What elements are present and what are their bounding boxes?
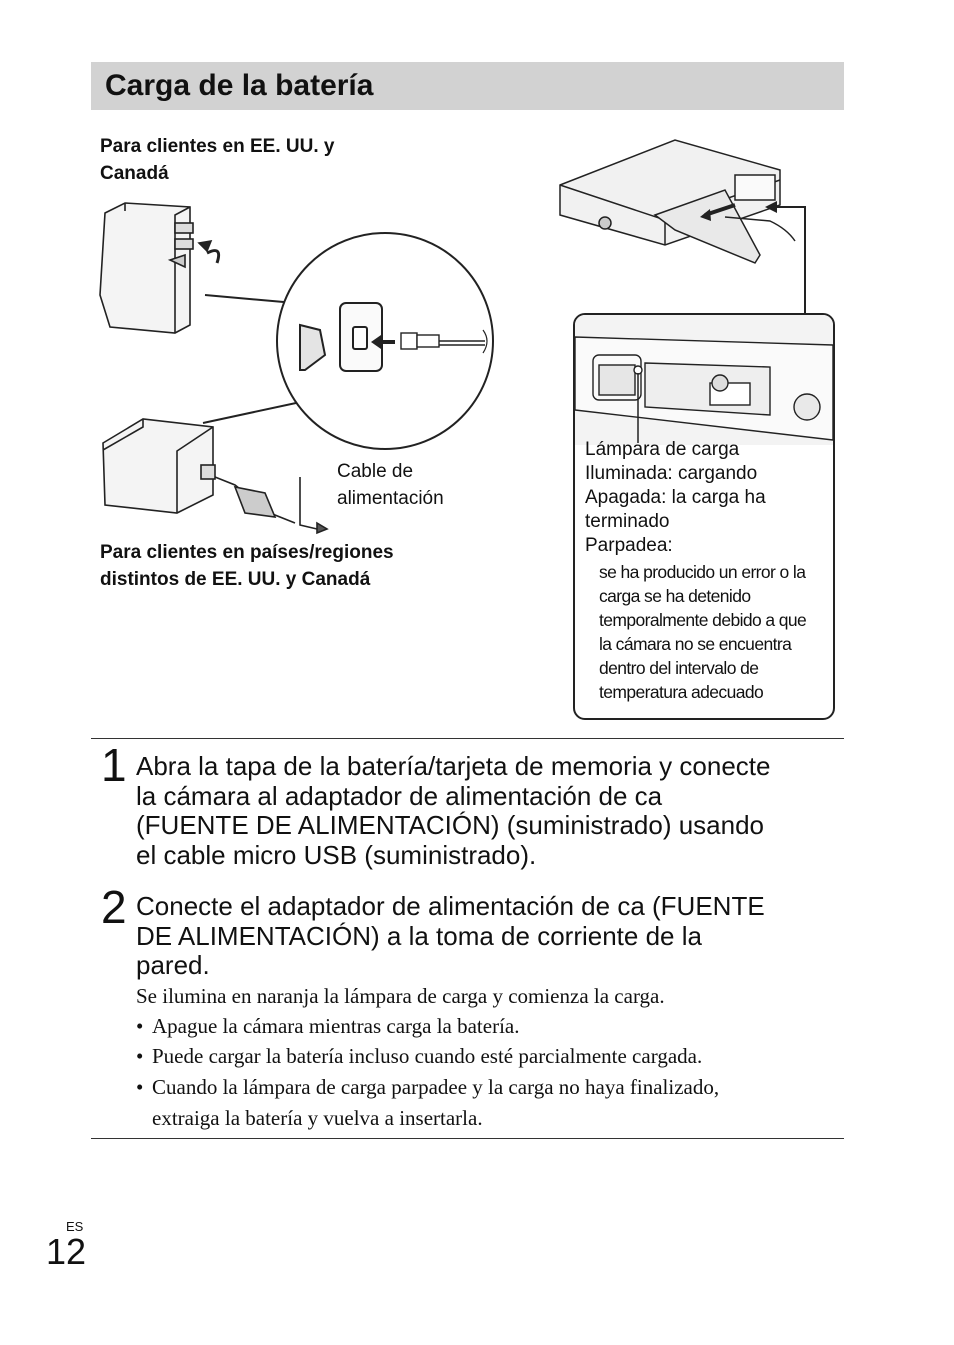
page-number: 12: [46, 1231, 87, 1272]
bullet-3-text: [152, 1072, 832, 1133]
caption-other-line-2: distintos de EE. UU. y Canadá: [100, 569, 371, 590]
other-adapter: [103, 419, 327, 533]
caption-other-line-1: Para clientes en países/regiones: [100, 542, 394, 563]
bullet-3-line-1: Cuando la lámpara de carga parpadee y la carga no haya finalizado,: [152, 1075, 720, 1099]
cable-label-line-1: Cable de: [337, 461, 414, 482]
step-2-line-3: pared.: [136, 950, 210, 980]
bullet-1-text: Apague la cámara mientras carga la batería.: [152, 1014, 520, 1038]
caption-us-canada: [100, 133, 334, 187]
divider-top: [91, 738, 844, 739]
caption-other-regions: [100, 539, 394, 593]
camera-illustration: [555, 135, 815, 315]
lamp-detail-line-5: dentro del intervalo de: [599, 658, 759, 678]
lamp-line-5: Parpadea:: [585, 535, 673, 556]
step-2-text: [136, 892, 841, 981]
bullet-3-line-2: extraiga la batería y vuelva a insertarla.: [152, 1105, 483, 1130]
step-2-line-2: DE ALIMENTACIÓN) a la toma de corriente de la: [136, 920, 702, 951]
section-title-bar: [91, 62, 844, 110]
cable-label-line-2: alimentación: [337, 488, 444, 509]
step-2-line-1: Conecte el adaptador de alimentación de ca (FUENTE: [136, 891, 765, 921]
usb-magnifier: [203, 233, 493, 449]
step-1-text: [136, 752, 841, 870]
lamp-detail-line-1: se ha producido un error o la: [599, 562, 806, 582]
lamp-legend: [585, 438, 766, 558]
language-code: ES: [66, 1219, 84, 1234]
bullet-1-mark: •: [136, 1014, 144, 1038]
step-2-number: 2: [101, 881, 127, 933]
step-1-line-3: (FUENTE DE ALIMENTACIÓN) (suministrado) usando: [136, 810, 764, 840]
lamp-line-2: Iluminada: cargando: [585, 463, 758, 484]
caption-us-line-1: Para clientes en EE. UU. y: [100, 136, 335, 157]
lamp-line-1: Lámpara de carga: [585, 439, 740, 460]
bullet-2-text: Puede cargar la batería incluso cuando esté parcialmente cargada.: [152, 1044, 703, 1068]
step-2-body: Se ilumina en naranja la lámpara de carga y comienza la carga.: [136, 984, 665, 1008]
step-1-number: 1: [101, 739, 127, 791]
lamp-line-3: Apagada: la carga ha: [585, 487, 766, 508]
lamp-detail-line-6: temperatura adecuado: [599, 682, 764, 702]
lamp-detail-line-3: temporalmente debido a que: [599, 610, 807, 630]
adapter-illustration: [95, 195, 515, 535]
bullet-3-mark: •: [136, 1075, 144, 1099]
lamp-detail-line-4: la cámara no se encuentra: [599, 634, 792, 654]
us-adapter: [100, 203, 219, 333]
lamp-detail-line-2: carga se ha detenido: [599, 586, 751, 606]
camera-closeup-illustration: [575, 315, 833, 445]
cable-label: [337, 458, 444, 512]
divider-bottom: [91, 1138, 844, 1139]
lamp-line-4: terminado: [585, 511, 670, 532]
lamp-blink-detail: [599, 560, 831, 704]
step-1-line-2: la cámara al adaptador de alimentación de ca: [136, 780, 663, 811]
bullet-2-mark: •: [136, 1044, 144, 1068]
step-1-line-4: el cable micro USB (suministrado).: [136, 839, 537, 870]
caption-us-line-2: Canadá: [100, 163, 169, 184]
section-title: Carga de la batería: [105, 69, 374, 102]
step-1-line-1: Abra la tapa de la batería/tarjeta de memoria y conecte: [136, 751, 771, 781]
